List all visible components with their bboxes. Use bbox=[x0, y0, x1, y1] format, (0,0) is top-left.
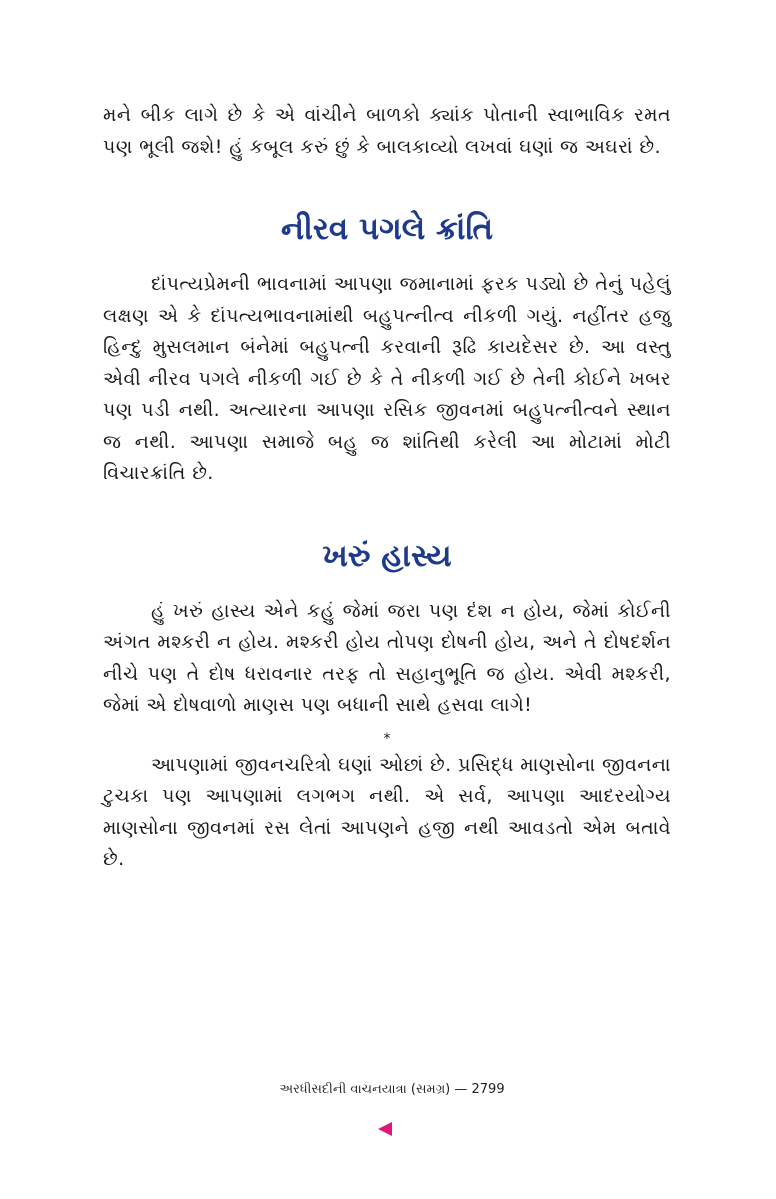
section-separator: * bbox=[383, 730, 391, 747]
paragraph-4: આપણામાં જીવનચરિત્રો ઘણાં ઓછાં છે. પ્રસિદ્ધ માણસોના જીવનના ટુચકા પણ આપણામાં લગભગ નથી. એ સર્વ, આપણા આદરયોગ્ય માણસોના જીવનમાં રસ લેતાં આપણને હજી નથી આવડતો એમ બતાવે છે. bbox=[103, 753, 671, 870]
page-body bbox=[103, 100, 671, 876]
heading-quiet-revolution: નીરવ પગલે ક્રાંતિ bbox=[280, 211, 494, 247]
paragraph-3: હું ખરું હાસ્ય એને કહું જેમાં જરા પણ દંશ ન હોય, જેમાં કોઈની અંગત મશ્કરી ન હોય. મશ્કરી હોય તોપણ દોષની હોય, અને તે દોષદર્શન નીચે પણ તે દોષ ધરાવનાર તરફ તો સહાનુભૂતિ જ હોય. એવી મશ્કરી, જેમાં એ દોષવાળો માણસ પણ બધાની સાથે હસવા લાગે! bbox=[103, 599, 671, 716]
heading-true-humour: ખરું હાસ્ય bbox=[322, 537, 452, 574]
paragraph-1: મને બીક લાગે છે કે એ વાંચીને બાળકો ક્યાંક પોતાની સ્વાભાવિક રમત પણ ભૂલી જશે! હું કબૂલ કરું છું કે બાલકાવ્યો લખવાં ઘણાં જ અઘરાં છે. bbox=[103, 104, 671, 158]
page-footer: અરધીસદીની વાચનયાત્રા (સમગ્ર) — 2799 bbox=[279, 1082, 505, 1097]
triangle-left-icon[interactable] bbox=[378, 1122, 392, 1136]
paragraph-2: દાંપત્યપ્રેમની ભાવનામાં આપણા જમાનામાં ફરક પડ્યો છે તેનું પહેલું લક્ષણ એ કે દાંપત્યભાવનામાંથી બહુપત્નીત્વ નીકળી ગયું. નહીંતર હજુ હિન્દુ મુસલમાન બંનેમાં બહુપત્ની કરવાની રૂઢિ કાયદેસર છે. આ વસ્તુ એવી નીરવ પગલે નીકળી ગઈ છે કે તે નીકળી ગઈ છે તેની કોઈને ખબર પણ પડી નથી. અત્યારના આપણા રસિક જીવનમાં બહુપત્નીત્વને સ્થાન જ નથી. આપણા સમાજે બહુ જ શાંતિથી કરેલી આ મોટામાં મોટી વિચારક્રાંતિ છે. bbox=[103, 273, 671, 484]
